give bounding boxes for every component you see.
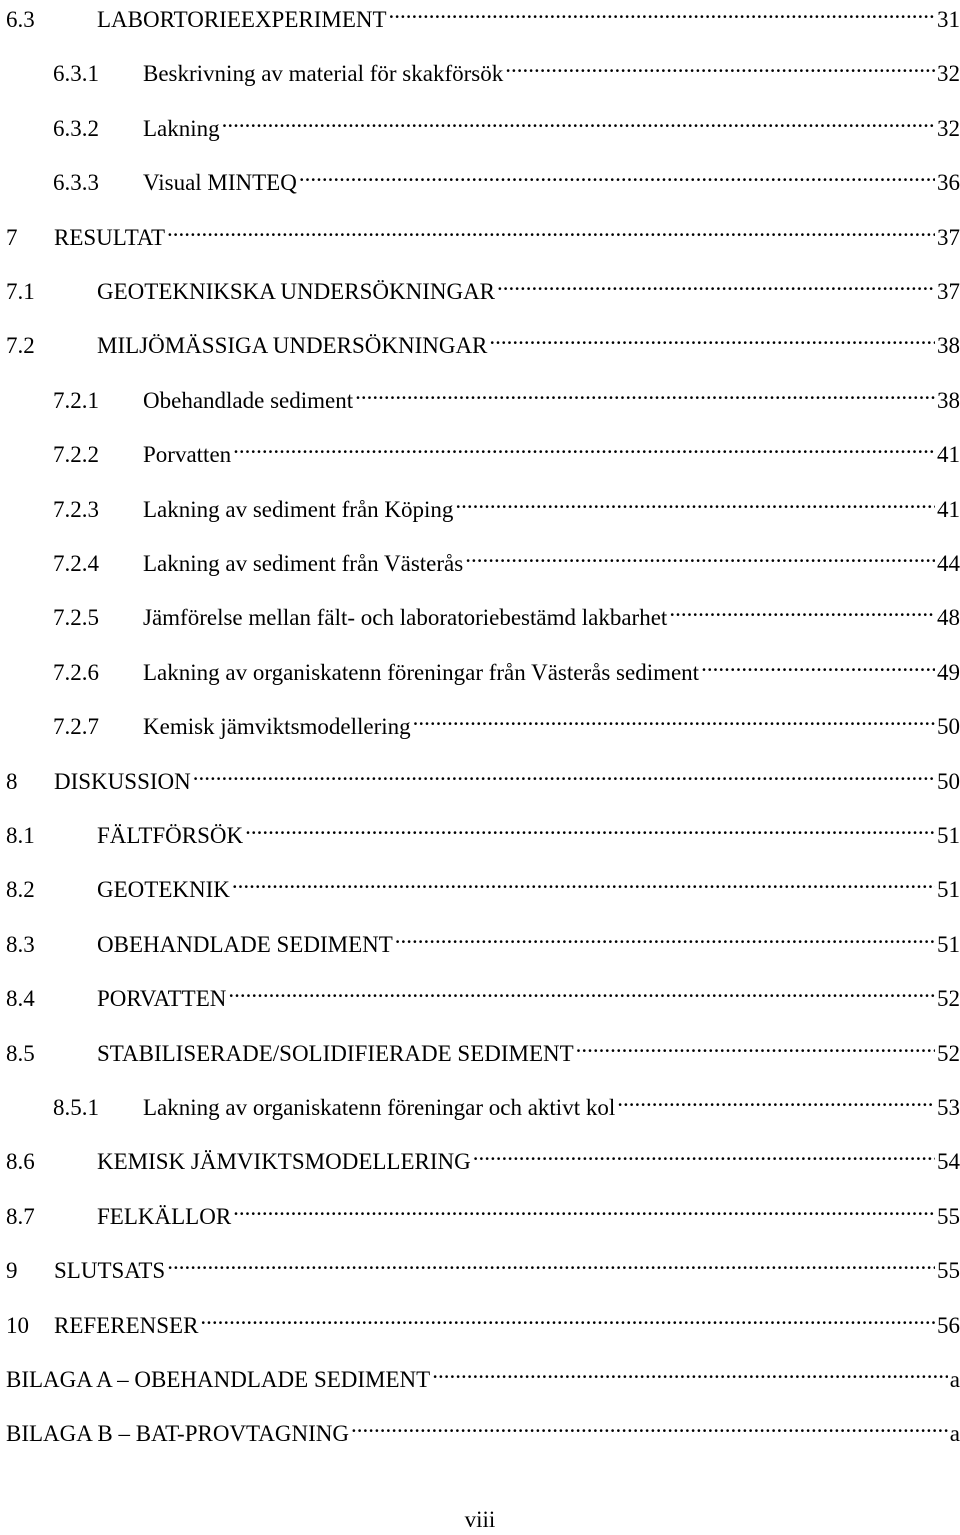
toc-dot-leader [299, 160, 935, 190]
toc-entry-number: 10 [6, 1312, 29, 1338]
toc-dot-leader [413, 704, 935, 734]
toc-entry[interactable] [6, 1031, 960, 1066]
toc-entry-number: 8.3 [6, 931, 35, 957]
toc-entry[interactable] [53, 51, 960, 87]
toc-entry-title: Porvatten [143, 442, 232, 468]
toc-entry[interactable] [6, 0, 960, 32]
toc-entry-title: DISKUSSION [54, 768, 191, 794]
toc-dot-leader [222, 106, 935, 136]
toc-dot-leader [465, 541, 935, 571]
toc-entry-page: 37 [937, 224, 960, 250]
toc-dot-leader [669, 595, 935, 625]
toc-entry[interactable] [6, 759, 960, 794]
toc-entry-number: 7.2.3 [53, 496, 99, 522]
toc-entry-title: BILAGA A – OBEHANDLADE SEDIMENT [6, 1367, 431, 1392]
toc-entry[interactable] [6, 215, 960, 250]
toc-entry-page: 50 [937, 714, 960, 740]
toc-entry-title: MILJÖMÄSSIGA UNDERSÖKNINGAR [97, 333, 488, 359]
toc-dot-leader [167, 215, 935, 245]
toc-entry-page: 50 [937, 768, 960, 794]
toc-entry-number: 7.2.4 [53, 551, 99, 576]
toc-entry-title: FELKÄLLOR [97, 1203, 232, 1229]
toc-dot-leader [701, 650, 935, 680]
toc-entry[interactable] [53, 1085, 960, 1120]
toc-entry-title: Lakning av sediment från Köping [143, 496, 454, 522]
toc-entry-title: Lakning av organiskatenn föreningar och aktivt kol [143, 1095, 616, 1120]
toc-entry-number: 8.5.1 [53, 1095, 99, 1120]
toc-dot-leader [505, 51, 935, 81]
toc-entry-page: a [949, 1367, 960, 1392]
toc-dot-leader [200, 1303, 935, 1333]
toc-dot-leader [228, 976, 935, 1006]
toc-entry-page: 38 [937, 387, 960, 413]
toc-dot-leader [489, 323, 935, 353]
toc-entry[interactable] [6, 1194, 960, 1229]
toc-entry-number: 7.2.1 [53, 387, 99, 413]
toc-dot-leader [497, 269, 935, 299]
toc-dot-leader [576, 1031, 935, 1061]
toc-entry-number: 7.2 [6, 333, 35, 359]
toc-dot-leader [473, 1139, 935, 1169]
toc-entry-number: 6.3.2 [53, 115, 99, 141]
toc-entry-title: BILAGA B – BAT-PROVTAGNING [6, 1421, 349, 1447]
toc-entry-page: 48 [937, 605, 960, 631]
toc-entry-number: 8.4 [6, 986, 35, 1012]
toc-dot-leader [351, 1411, 948, 1441]
toc-entry[interactable] [6, 1248, 960, 1284]
toc-entry-number: 8.2 [6, 877, 35, 903]
toc-entry-number: 8.6 [6, 1149, 35, 1175]
toc-entry[interactable] [53, 704, 960, 740]
toc-dot-leader [455, 487, 935, 517]
toc-entry-title: Lakning av sediment från Västerås [143, 551, 464, 576]
toc-entry[interactable] [6, 1357, 960, 1392]
toc-entry[interactable] [6, 1411, 960, 1447]
toc-entry-page: 52 [937, 1040, 960, 1066]
toc-dot-leader [355, 378, 935, 408]
toc-entry[interactable] [53, 106, 960, 141]
toc-entry[interactable] [53, 650, 960, 685]
toc-entry[interactable] [6, 323, 960, 359]
toc-entry-title: KEMISK JÄMVIKTSMODELLERING [97, 1149, 471, 1175]
toc-entry-page: 38 [937, 333, 960, 359]
toc-entry[interactable] [6, 867, 960, 903]
page-number: viii [464, 1507, 496, 1532]
toc-dot-leader [167, 1248, 935, 1278]
toc-entry-number: 7 [6, 224, 18, 250]
toc-entry-title: SLUTSATS [54, 1258, 166, 1284]
toc-entry[interactable] [53, 160, 960, 196]
toc-entry-page: 51 [937, 823, 960, 848]
toc-entry-number: 8.7 [6, 1203, 35, 1229]
toc-entry[interactable] [53, 541, 960, 576]
toc-entry-title: Kemisk jämviktsmodellering [143, 714, 411, 740]
toc-entry-number: 9 [6, 1258, 18, 1284]
toc-entry-page: 55 [937, 1258, 960, 1284]
toc-entry-title: Obehandlade sediment [143, 387, 354, 413]
toc-entry[interactable] [53, 432, 960, 468]
toc-entry-title: Visual MINTEQ [143, 170, 297, 196]
toc-entry-page: 55 [937, 1203, 960, 1229]
toc-entry-title: RESULTAT [54, 224, 166, 250]
toc-dot-leader [232, 867, 935, 897]
toc-entry-number: 6.3.1 [53, 61, 99, 87]
toc-entry-title: Beskrivning av material för skakförsök [143, 61, 504, 87]
toc-dot-leader [233, 1194, 935, 1224]
toc-entry[interactable] [6, 976, 960, 1012]
toc-entry-number: 8.5 [6, 1040, 35, 1066]
toc-entry-page: 49 [937, 659, 960, 685]
toc-entry-title: LABORTORIEEXPERIMENT [97, 7, 387, 32]
toc-entry-title: Jämförelse mellan fält- och laboratoriebestämd lakbarhet [143, 605, 668, 631]
toc-entry-title: FÄLTFÖRSÖK [97, 823, 244, 848]
toc-entry-page: 56 [937, 1312, 960, 1338]
toc-entry-title: Lakning av organiskatenn föreningar från Västerås sediment [143, 659, 700, 685]
toc-entry-title: GEOTEKNIK [97, 877, 230, 903]
toc-entry[interactable] [6, 922, 960, 957]
toc-entry-title: REFERENSER [54, 1312, 199, 1338]
toc-entry-page: 51 [937, 877, 960, 903]
toc-entry-page: a [949, 1421, 960, 1447]
toc-entry-page: 32 [937, 61, 960, 87]
toc-entry-number: 7.2.2 [53, 442, 99, 468]
toc-dot-leader [617, 1085, 935, 1115]
toc-entry-number: 6.3.3 [53, 170, 99, 196]
toc-entry[interactable] [6, 1303, 960, 1338]
toc-entry[interactable] [6, 813, 960, 848]
toc-entry-page: 44 [937, 551, 960, 576]
toc-entry[interactable] [53, 378, 960, 413]
toc-entry-number: 6.3 [6, 7, 35, 32]
toc-entry-number: 7.2.6 [53, 659, 99, 685]
toc-entry-title: PORVATTEN [97, 986, 227, 1012]
toc-entry-page: 32 [937, 115, 960, 141]
toc-entry[interactable] [6, 269, 960, 304]
toc-entry-page: 51 [937, 931, 960, 957]
toc-entry-title: OBEHANDLADE SEDIMENT [97, 931, 393, 957]
toc-entry-page: 37 [937, 279, 960, 304]
toc-dot-leader [389, 0, 935, 27]
toc-entry-number: 8.1 [6, 823, 35, 848]
toc-entry-title: STABILISERADE/SOLIDIFIERADE SEDIMENT [97, 1040, 574, 1066]
toc-entry-title: Lakning [143, 115, 220, 141]
toc-dot-leader [395, 922, 935, 952]
toc-entry[interactable] [53, 595, 960, 631]
toc-entry-number: 7.1 [6, 279, 35, 304]
toc-entry-page: 41 [937, 442, 960, 468]
toc-entry-page: 41 [937, 496, 960, 522]
toc-dot-leader [193, 759, 935, 789]
toc-entry-page: 36 [937, 170, 960, 196]
toc-entry-number: 7.2.5 [53, 605, 99, 631]
toc-entry-page: 52 [937, 986, 960, 1012]
toc-entry-page: 54 [937, 1149, 960, 1175]
toc-entry-number: 7.2.7 [53, 714, 99, 740]
toc-dot-leader [233, 432, 935, 462]
toc-entry-page: 31 [937, 7, 960, 32]
toc-entry-title: GEOTEKNIKSKA UNDERSÖKNINGAR [97, 279, 496, 304]
toc-entry[interactable] [6, 1139, 960, 1175]
toc-entry-number: 8 [6, 768, 18, 794]
toc-dot-leader [432, 1357, 948, 1387]
toc-dot-leader [245, 813, 935, 843]
toc-entry[interactable] [53, 487, 960, 522]
toc-entry-page: 53 [937, 1095, 960, 1120]
